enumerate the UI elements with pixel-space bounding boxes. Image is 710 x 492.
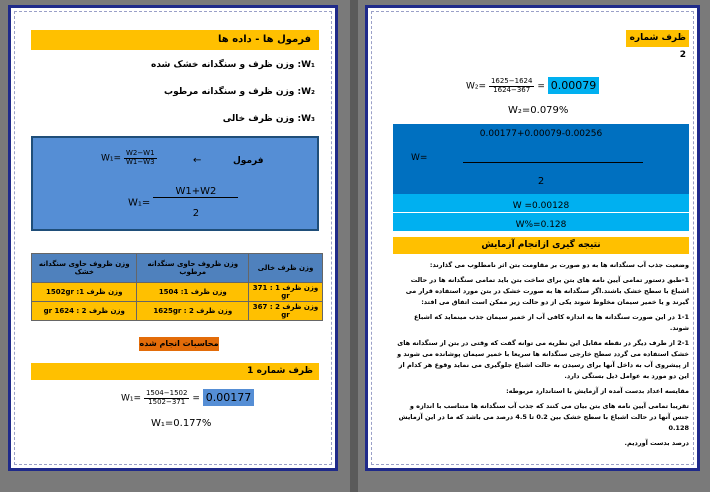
table-cell: وزن ظرف 1: 1502gr (32, 283, 137, 302)
container2-result: 0.00079 (548, 77, 600, 94)
table-cell: وزن ظرف 2 : 1624 gr (32, 302, 137, 321)
container2-title: ظرف شماره 2 (626, 30, 689, 47)
formula-2-num: W1+W2 (153, 186, 238, 198)
table-cell: وزن ظرف 1 : 371 gr (249, 283, 323, 302)
formula-2-frac (153, 186, 238, 219)
def-w3-sym: W₃: (297, 114, 315, 124)
formula-label: فرمول (233, 156, 264, 166)
w-percent: W%=0.128 (515, 220, 567, 230)
scrollbar[interactable] (350, 0, 358, 492)
table-row (32, 283, 323, 302)
w-percent-box (393, 213, 689, 231)
formula-1-den: W1−W3 (125, 157, 155, 166)
def-w1-text: وزن ظرف و سنگدانه خشک شده (151, 60, 295, 70)
calc-heading: محاسبات انجام شده (139, 337, 219, 351)
formula-1-frac (124, 150, 157, 166)
right-page (365, 5, 700, 471)
container1-den: 1502−371 (148, 397, 186, 406)
def-w2 (65, 87, 315, 97)
avg-lhs: W= (411, 153, 428, 163)
conclusion-paragraph: 2-1 از طرف دیگر در نقطه مقابل این نظریه می توانه گفت که وقتی در بتن از سنگدانه های خشک استفاده می گردد سطح خارجی سنگدانه ها سریعا با خمیر سیمان پوشانده می شوند و از پیشروی آب به داخل آنها برای رسیدن به حالت اشباع جلوگیری می نماید وقوع هر کدام از این دو مورد به عوامل ذیل بستگی دارد. (397, 339, 689, 380)
formula-1 (101, 150, 157, 166)
conclusion-body (393, 260, 689, 449)
conclusion-paragraph: وضعیت جذب آب سنگدانه ها به دو صورت بر مقاومت بتن اثر نامطلوب می گذارند: (429, 261, 689, 269)
data-table (31, 253, 323, 321)
container1-lhs: W₁= (121, 393, 142, 404)
table-header-row (32, 254, 323, 283)
def-w2-sym: W₂: (297, 87, 315, 97)
w-value-box (393, 194, 689, 212)
container1-num: 1504−1502 (145, 389, 188, 397)
container1-result: 0.00177 (203, 389, 255, 406)
conclusion-paragraph: 1-1 در این صورت سنگدانه ها به اندازه کافی آب از خمیر سیمان جذب مینماید که اشباع شوند. (413, 313, 689, 332)
def-w3 (65, 114, 315, 124)
w-value: W =0.00128 (512, 201, 570, 211)
table-header: وزن ظرف خالی (249, 254, 323, 283)
container2-lhs: W₂= (466, 81, 487, 92)
avg-denominator: 2 (537, 176, 545, 187)
table-cell: وزن ظرف 2 : 1625gr (137, 302, 249, 321)
table-header: وزن ظروف حاوی سنگدانه مرطوب (137, 254, 249, 283)
table-cell: وزن ظرف 2 : 367 gr (249, 302, 323, 321)
average-box (393, 124, 689, 194)
conclusion-paragraph: درصد بدست آوردیم. (624, 439, 689, 447)
def-w1-sym: W₁: (297, 60, 315, 70)
container2-frac (489, 78, 535, 94)
container2-percent: W₂=0.079% (508, 105, 569, 116)
container2-formula (466, 78, 599, 94)
data-title: فرمول ها - داده ها (31, 30, 319, 50)
formula-1-lhs: W₁= (101, 153, 122, 164)
formula-2 (128, 186, 238, 219)
left-page (8, 5, 338, 471)
def-w3-text: وزن ظرف خالی (222, 114, 295, 124)
def-w1 (65, 60, 315, 70)
formula-2-den: 2 (192, 208, 200, 219)
formula-2-lhs: W₁= (128, 197, 151, 209)
def-w2-text: وزن ظرف و سنگدانه مرطوب (164, 87, 295, 97)
conclusion-title: نتیجه گیری ازانجام آزمایش (393, 237, 689, 254)
container2-den: 1624−367 (493, 85, 531, 94)
container1-percent: W₁=0.177% (151, 418, 212, 429)
container1-frac (144, 390, 190, 406)
table-cell: وزن ظرف 1: 1504 (137, 283, 249, 302)
avg-numerator: 0.00177+0.00079-0.00256 (479, 129, 603, 139)
container1-equals: = (192, 393, 200, 404)
container2-num: 1625−1624 (490, 77, 533, 85)
conclusion-paragraph: مقایسه اعداد بدست آمده از آزمایش با استاندارد مربوطه: (506, 387, 689, 395)
conclusion-paragraph: تقریبا تمامی آیین نامه های بتن بیان می کنند که جذب آب سنگدانه ها متناسب با اندازه و جنس آنها در حالت اشباع با سطح خشک بین 0.2 تا 4.5 درصد می باشد که ما در این آزمایش 0.128 (398, 402, 689, 432)
container1-formula (121, 390, 254, 406)
container2-equals: = (537, 81, 545, 92)
formula-1-num: W2−W1 (125, 149, 155, 157)
container1-title: ظرف شماره 1 (31, 363, 319, 380)
formula-box (31, 136, 319, 231)
arrow-left-icon: ← (193, 155, 202, 166)
table-header: وزن ظروف حاوی سنگدانه خشک (32, 254, 137, 283)
table-row (32, 302, 323, 321)
avg-fraction-line (463, 162, 643, 163)
conclusion-paragraph: 1-طبق دستور تمامی آیین نامه های بتن برای ساخت بتن باید تمامی سنگدانه ها در حالت اشباع با سطح خشک باشند.اگر سنگدانه ها به صورت خشک در بتن مورد استفاده قرار می گیرند و یا خمیر سیمان مخلوط شوند یکی از دو حالت زیر ممکن است اتفاق می افتد: (405, 276, 689, 306)
